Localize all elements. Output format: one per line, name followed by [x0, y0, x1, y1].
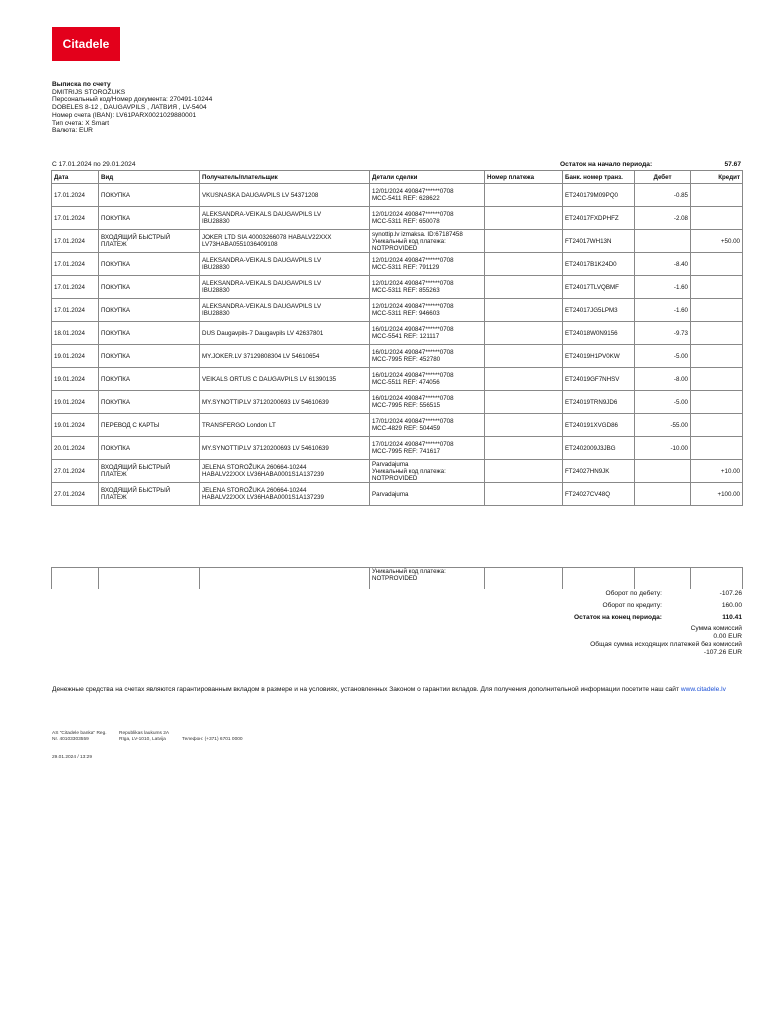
cell-debit: -55.00: [635, 414, 691, 437]
cell-debit: -1.60: [635, 276, 691, 299]
cell-empty: [52, 568, 99, 590]
cell-bank-ref: FT24027CV48Q: [563, 483, 635, 506]
cell-party: ALEKSANDRA-VEIKALS DAUGAVPILS LV IBU28830: [200, 299, 370, 322]
cell-empty: [635, 568, 691, 590]
opening-balance-label: Остаток на начало периода:: [560, 161, 653, 168]
cell-party: DUS Daugavpils-7 Daugavpils LV 42637801: [200, 322, 370, 345]
cell-payment-no: [485, 230, 563, 253]
col-party: Получатель/плательщик: [200, 171, 370, 184]
cell-date: 17.01.2024: [52, 253, 99, 276]
cell-bank-ref: FT24027HN9JK: [563, 460, 635, 483]
cell-bank-ref: ET2402009J3JBG: [563, 437, 635, 460]
col-type: Вид: [99, 171, 200, 184]
transactions-body: [52, 184, 743, 506]
statement-title: Выписка по счету: [52, 81, 111, 88]
cell-type: ВХОДЯЩИЙ БЫСТРЫЙ ПЛАТЕЖ: [99, 230, 200, 253]
cell-empty: [563, 568, 635, 590]
account-currency: Валюта: EUR: [52, 127, 93, 135]
cell-bank-ref: ET24017FXDPHFZ: [563, 207, 635, 230]
table-row: [52, 345, 743, 368]
citadele-website-link[interactable]: www.citadele.lv: [680, 686, 726, 693]
cell-debit: -8.40: [635, 253, 691, 276]
cell-type: ПОКУПКА: [99, 345, 200, 368]
fees-label: Сумма комиссий: [690, 625, 742, 632]
cell-payment-no: [485, 276, 563, 299]
outgoing-label: Общая сумма исходящих платежей без комиссий: [590, 641, 742, 648]
credit-turnover-label: Оборот по кредиту:: [602, 602, 662, 609]
table-row: [52, 230, 743, 253]
cell-credit: [691, 299, 743, 322]
cell-debit: -10.00: [635, 437, 691, 460]
cell-credit: [691, 276, 743, 299]
cell-credit: +100.00: [691, 483, 743, 506]
cell-details: 16/01/2024 490847******0708 MCC-7995 REF: 556515: [370, 391, 485, 414]
cell-type: ПОКУПКА: [99, 207, 200, 230]
cell-details: 16/01/2024 490847******0708 MCC-7995 REF: 452780: [370, 345, 485, 368]
col-debit: Дебет: [635, 171, 691, 184]
cell-party: MY.JOKER.LV 37129808304 LV 54610654: [200, 345, 370, 368]
cell-bank-ref: ET24019GF7NHSV: [563, 368, 635, 391]
cell-type: ВХОДЯЩИЙ БЫСТРЫЙ ПЛАТЕЖ: [99, 483, 200, 506]
cell-date: 17.01.2024: [52, 230, 99, 253]
cell-empty: [691, 568, 743, 590]
cell-bank-ref: ET24017TLVQBMF: [563, 276, 635, 299]
cell-credit: [691, 322, 743, 345]
cell-party: VKUSNASKA DAUGAVPILS LV 54371208: [200, 184, 370, 207]
fees-value: 0.00 EUR: [713, 633, 742, 640]
account-header: [52, 81, 212, 135]
footer-address: [119, 731, 169, 743]
cell-bank-ref: ET240191XVGD86: [563, 414, 635, 437]
cell-party: JELENA STOROŽUKA 260664-10244 HABALV22XXX LV36HABA0001S1A137239: [200, 460, 370, 483]
cell-details: Parvadajuma: [370, 483, 485, 506]
cell-credit: [691, 345, 743, 368]
cell-date: 19.01.2024: [52, 391, 99, 414]
cell-details: synottip.lv izmaksa. ID:67187458 Уникальный код платежа: NOTPROVIDED: [370, 230, 485, 253]
cell-details: 12/01/2024 490847******0708 MCC-5411 REF: 628622: [370, 184, 485, 207]
cell-bank-ref: ET24017B1K24D0: [563, 253, 635, 276]
cell-details: 16/01/2024 490847******0708 MCC-5541 REF: 121117: [370, 322, 485, 345]
footer-company-name: AS "Citadele banka" Reg.: [52, 731, 107, 736]
table-row: [52, 322, 743, 345]
cell-party: MY.SYNOTTIP.LV 37120200693 LV 54610639: [200, 391, 370, 414]
cell-credit: [691, 391, 743, 414]
print-timestamp: 29.01.2024 / 13:29: [52, 755, 93, 760]
account-iban: Номер счета (IBAN): LV61PARX0021029880001: [52, 111, 197, 119]
cell-debit: -0.85: [635, 184, 691, 207]
cell-credit: [691, 437, 743, 460]
cell-details: 12/01/2024 490847******0708 MCC-5311 REF: 650078: [370, 207, 485, 230]
cell-debit: [635, 230, 691, 253]
cell-bank-ref: FT24017WH13N: [563, 230, 635, 253]
cell-debit: [635, 460, 691, 483]
table-row: [52, 437, 743, 460]
table-row: [52, 414, 743, 437]
logo-text: Citadele: [62, 37, 110, 51]
cell-date: 18.01.2024: [52, 322, 99, 345]
cell-party: VEIKALS ORTUS C DAUGAVPILS LV 61390135: [200, 368, 370, 391]
col-details: Детали сделки: [370, 171, 485, 184]
cell-details: 17/01/2024 490847******0708 MCC-4829 REF: 504459: [370, 414, 485, 437]
cell-payment-no: [485, 437, 563, 460]
cell-payment-no: [485, 414, 563, 437]
cell-date: 17.01.2024: [52, 184, 99, 207]
cell-details: 12/01/2024 490847******0708 MCC-5311 REF: 946603: [370, 299, 485, 322]
continuation-table: [51, 567, 743, 589]
cell-bank-ref: ET24018W0N9156: [563, 322, 635, 345]
table-row: [52, 253, 743, 276]
table-row: [52, 184, 743, 207]
cell-date: 17.01.2024: [52, 276, 99, 299]
cell-bank-ref: ET24017JG5LPM3: [563, 299, 635, 322]
fees-block: [590, 625, 742, 657]
cell-date: 27.01.2024: [52, 483, 99, 506]
cell-party: ALEKSANDRA-VEIKALS DAUGAVPILS LV IBU28830: [200, 253, 370, 276]
cell-type: ПОКУПКА: [99, 437, 200, 460]
cell-credit: [691, 368, 743, 391]
cell-party: JELENA STOROŽUKA 260664-10244 HABALV22XXX LV36HABA0001S1A137239: [200, 483, 370, 506]
cell-payment-no: [485, 345, 563, 368]
cell-credit: [691, 253, 743, 276]
cell-payment-no: [485, 391, 563, 414]
cell-bank-ref: ET24019H1PV0KW: [563, 345, 635, 368]
cell-type: ПОКУПКА: [99, 322, 200, 345]
footer-reg-no: Nr. 40103303559: [52, 737, 89, 742]
footer-company: [52, 731, 107, 743]
opening-balance-value: 57.67: [724, 161, 741, 168]
cell-details: 16/01/2024 490847******0708 MCC-5511 REF: 474056: [370, 368, 485, 391]
cell-bank-ref: ET24019TRN9JD6: [563, 391, 635, 414]
cell-type: ПОКУПКА: [99, 184, 200, 207]
statement-period: С 17.01.2024 по 29.01.2024: [52, 161, 136, 168]
cell-date: 27.01.2024: [52, 460, 99, 483]
cell-party: MY.SYNOTTIP.LV 37120200693 LV 54610639: [200, 437, 370, 460]
cell-empty: [200, 568, 370, 590]
cell-type: ПОКУПКА: [99, 253, 200, 276]
cell-type: ПОКУПКА: [99, 391, 200, 414]
cell-date: 17.01.2024: [52, 299, 99, 322]
cell-bank-ref: ET240179M09PQ0: [563, 184, 635, 207]
cell-type: ПОКУПКА: [99, 276, 200, 299]
cell-credit: [691, 207, 743, 230]
cell-payment-no: [485, 299, 563, 322]
client-name: DMITRIJS STOROŽUKS: [52, 88, 126, 96]
table-header-row: [52, 171, 743, 184]
cell-details: 12/01/2024 490847******0708 MCC-5311 REF: 855263: [370, 276, 485, 299]
cell-date: 20.01.2024: [52, 437, 99, 460]
debit-turnover-label: Оборот по дебету:: [605, 590, 662, 597]
note-text: Денежные средства на счетах являются гарантированным вкладом в размере и на условиях, установленных Законом о гарантии вкладов. Для получения дополнительной информации посетите наш сайт: [52, 686, 681, 693]
cell-debit: -5.00: [635, 345, 691, 368]
cell-party: JOKER LTD SIA 40003266078 HABALV22XXX LV73HABA0551036409108: [200, 230, 370, 253]
cell-date: 19.01.2024: [52, 414, 99, 437]
table-row: [52, 483, 743, 506]
cell-debit: -1.60: [635, 299, 691, 322]
cell-payment-no: [485, 207, 563, 230]
cell-debit: -5.00: [635, 391, 691, 414]
cell-date: 19.01.2024: [52, 345, 99, 368]
cell-debit: -9.73: [635, 322, 691, 345]
cell-debit: -2.08: [635, 207, 691, 230]
cell-type: ПЕРЕВОД С КАРТЫ: [99, 414, 200, 437]
cell-payment-no: [485, 483, 563, 506]
cell-party: TRANSFERGO London LT: [200, 414, 370, 437]
client-address: DOBELES 8-12 , DAUGAVPILS , ЛАТВИЯ , LV-5404: [52, 104, 207, 112]
cell-credit: [691, 414, 743, 437]
cell-type: ВХОДЯЩИЙ БЫСТРЫЙ ПЛАТЕЖ: [99, 460, 200, 483]
cell-payment-no: [485, 322, 563, 345]
cell-credit: [691, 184, 743, 207]
cell-payment-no: [485, 253, 563, 276]
closing-balance-label: Остаток на конец периода:: [574, 614, 662, 621]
col-credit: Кредит: [691, 171, 743, 184]
cell-payment-no: [485, 460, 563, 483]
closing-balance-value: 110.41: [722, 614, 742, 621]
citadele-logo: [52, 27, 120, 61]
cell-debit: [635, 483, 691, 506]
cell-type: ПОКУПКА: [99, 368, 200, 391]
cell-payment-no: [485, 184, 563, 207]
personal-code: Персональный код/Номер документа: 270491-10244: [52, 96, 213, 104]
deposit-guarantee-note: [52, 686, 742, 695]
table-row: [52, 276, 743, 299]
cell-empty: [99, 568, 200, 590]
footer-street: Republikas laukums 2A: [119, 731, 170, 736]
continuation-details: Уникальный код платежа: NOTPROVIDED: [370, 568, 485, 590]
credit-turnover-value: 160.00: [721, 602, 742, 609]
table-row: [52, 368, 743, 391]
cell-type: ПОКУПКА: [99, 299, 200, 322]
col-bank-ref: Банк. номер транз.: [563, 171, 635, 184]
outgoing-value: -107.26 EUR: [703, 649, 742, 656]
cell-empty: [485, 568, 563, 590]
cell-date: 19.01.2024: [52, 368, 99, 391]
cell-date: 17.01.2024: [52, 207, 99, 230]
account-type: Тип счета: X Smart: [52, 119, 110, 127]
transactions-table: [51, 170, 743, 506]
cell-details: 17/01/2024 490847******0708 MCC-7995 REF: 741617: [370, 437, 485, 460]
cell-credit: +10.00: [691, 460, 743, 483]
table-row: [52, 460, 743, 483]
table-row: [52, 299, 743, 322]
cell-payment-no: [485, 368, 563, 391]
cell-party: ALEKSANDRA-VEIKALS DAUGAVPILS LV IBU28830: [200, 207, 370, 230]
footer-city: Rīga, LV-1010, Latvija: [119, 737, 166, 742]
debit-turnover-value: -107.26: [719, 590, 742, 597]
col-date: Дата: [52, 171, 99, 184]
cell-details: 12/01/2024 490847******0708 MCC-5311 REF: 791129: [370, 253, 485, 276]
col-payment-no: Номер платежа: [485, 171, 563, 184]
footer-phone: Телефон: (+371) 6701 0000: [182, 737, 243, 742]
table-row: [52, 391, 743, 414]
cell-credit: +50.00: [691, 230, 743, 253]
cell-party: ALEKSANDRA-VEIKALS DAUGAVPILS LV IBU28830: [200, 276, 370, 299]
cell-debit: -8.00: [635, 368, 691, 391]
cell-details: Parvadajuma Уникальный код платежа: NOTPROVIDED: [370, 460, 485, 483]
continuation-row: [52, 568, 743, 590]
table-row: [52, 207, 743, 230]
